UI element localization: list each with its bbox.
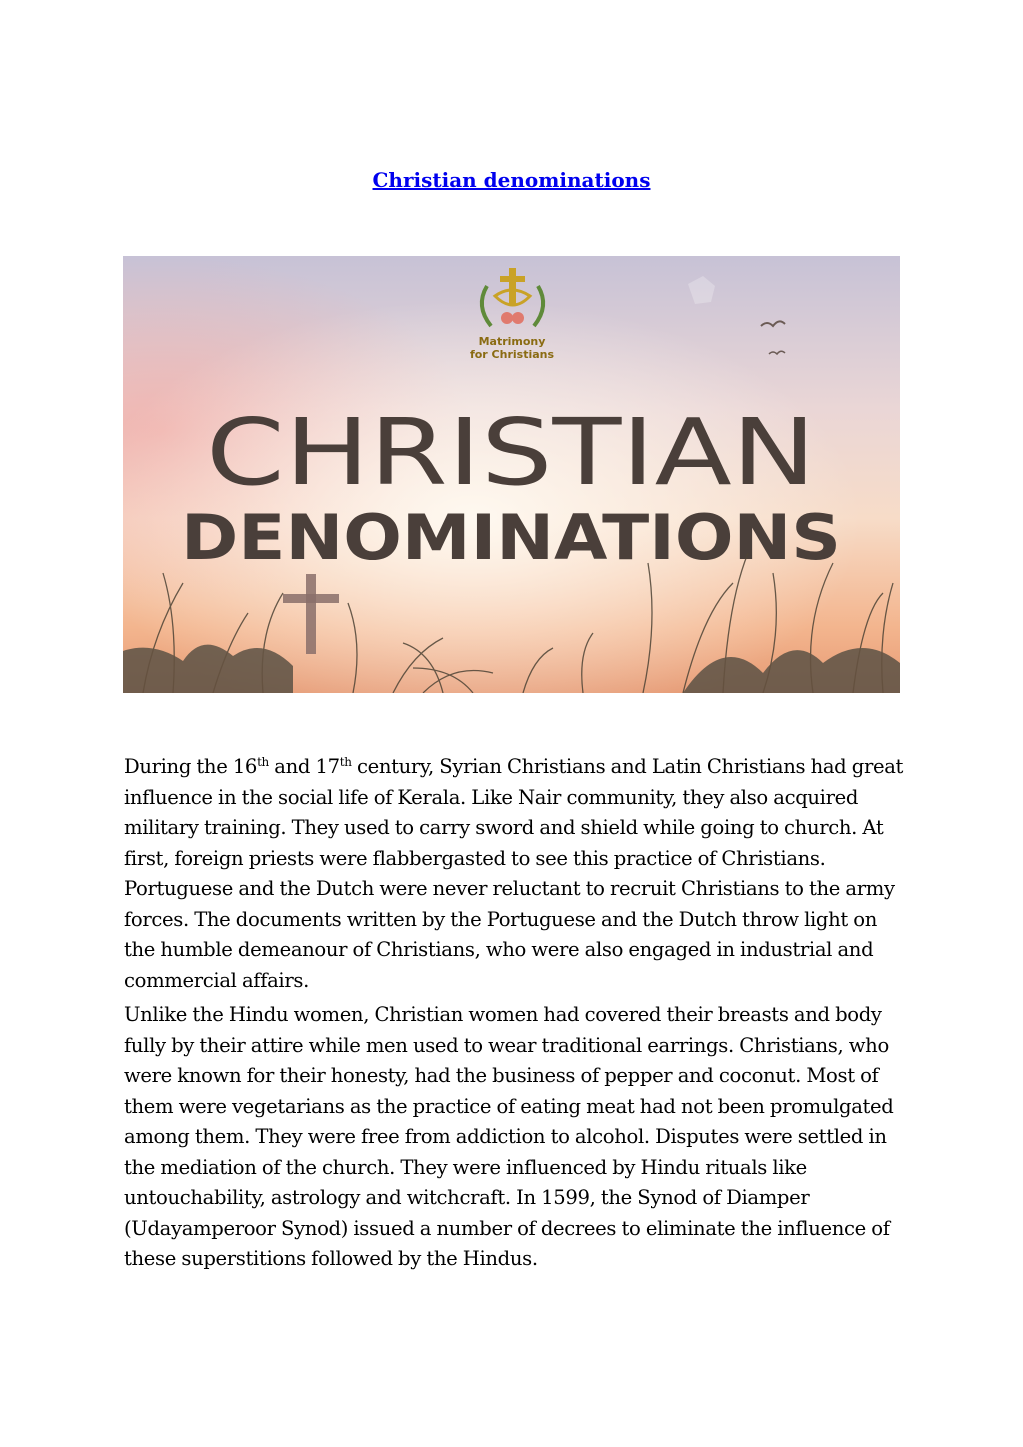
banner-heading-1: CHRISTIAN [206,399,816,506]
banner-image [123,256,900,693]
banner-heading-2: DENOMINATIONS [181,501,841,574]
logo-line1: Matrimony [478,335,546,348]
article-body [124,752,904,1279]
paragraph-2: Unlike the Hindu women, Christian women had covered their breasts and body fully by their attire while men used to wear traditional earrings. Christians, who were known for their honesty, had the business of pepper and coconut. Most of them were vegetarians as the practice of eating meat had not been promulgated among them. They were free from addiction to alcohol. Disputes were settled in the mediation of the church. They were influenced by Hindu rituals like untouchability, astrology and witchcraft. In 1599, the Synod of Diamper (Udayamperoor Synod) issued a number of decrees to eliminate the influence of these superstitions followed by the Hindus. [124,1003,894,1270]
logo-line2: for Christians [469,348,555,361]
page-title-link[interactable]: Christian denominations [372,168,651,192]
paragraph-1: During the 16th and 17th century, Syrian Christians and Latin Christians had great influence in the social life of Kerala. Like Nair community, they also acquired military training. They used to carry sword and shield while going to church. At first, foreign priests were flabbergasted to see this practice of Christians. Portuguese and the Dutch were never reluctant to recruit Christians to the army forces. The documents written by the Portuguese and the Dutch throw light on the humble demeanour of Christians, who were also engaged in industrial and commercial affairs. [124,755,904,992]
